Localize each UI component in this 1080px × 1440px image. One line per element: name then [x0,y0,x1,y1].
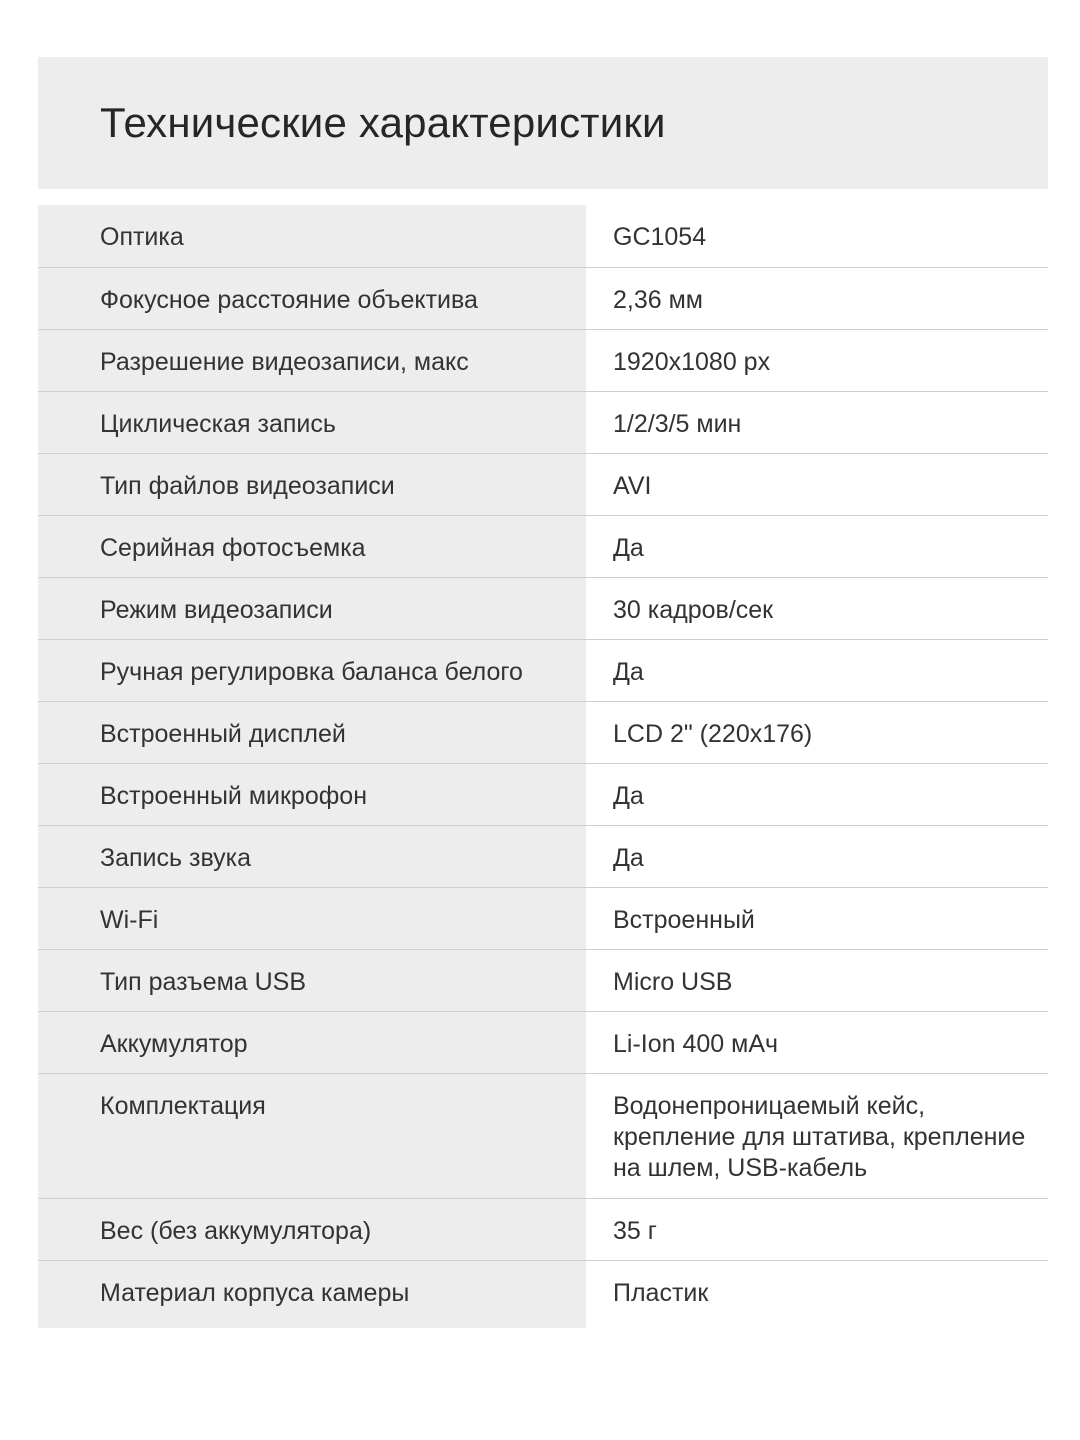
spec-row-usb-type [38,949,1048,1011]
spec-row-sound-recording [38,825,1048,887]
spec-value: Да [586,639,1048,701]
spec-label: Комплектация [38,1073,586,1198]
spec-label: Режим видеозаписи [38,577,586,639]
spec-value: LCD 2" (220x176) [586,701,1048,763]
spec-row-optics [38,205,1048,267]
spec-value: Micro USB [586,949,1048,1011]
spec-label: Разрешение видеозаписи, макс [38,329,586,391]
spec-row-package-contents [38,1073,1048,1198]
spec-value: Встроенный [586,887,1048,949]
spec-row-focal-length [38,267,1048,329]
spec-row-weight [38,1198,1048,1260]
spec-row-file-type [38,453,1048,515]
spec-row-video-mode [38,577,1048,639]
spec-value: 30 кадров/сек [586,577,1048,639]
spec-value: GC1054 [586,205,1048,267]
spec-label: Материал корпуса камеры [38,1260,586,1328]
spec-label: Встроенный дисплей [38,701,586,763]
spec-label: Ручная регулировка баланса белого [38,639,586,701]
spec-value: AVI [586,453,1048,515]
spec-row-loop-recording [38,391,1048,453]
spec-label: Оптика [38,205,586,267]
spec-row-microphone [38,763,1048,825]
spec-value: Li-Ion 400 мАч [586,1011,1048,1073]
spec-value: Водонепроницаемый кейс, крепление для штатива, крепление на шлем, USB-кабель [586,1073,1048,1198]
spec-label: Встроенный микрофон [38,763,586,825]
spec-row-burst-photo [38,515,1048,577]
spec-value: 1920x1080 px [586,329,1048,391]
spec-row-battery [38,1011,1048,1073]
spec-row-white-balance [38,639,1048,701]
spec-row-resolution [38,329,1048,391]
spec-value: Пластик [586,1260,1048,1328]
spec-row-body-material [38,1260,1048,1328]
spec-label: Серийная фотосъемка [38,515,586,577]
spec-label: Wi-Fi [38,887,586,949]
spec-row-display [38,701,1048,763]
spec-label: Вес (без аккумулятора) [38,1198,586,1260]
spec-label: Аккумулятор [38,1011,586,1073]
page-title: Технические характеристики [100,99,666,146]
spec-value: 2,36 мм [586,267,1048,329]
spec-value: 1/2/3/5 мин [586,391,1048,453]
spec-label: Фокусное расстояние объектива [38,267,586,329]
spec-value: 35 г [586,1198,1048,1260]
spec-header [38,57,1048,189]
spec-table [38,205,1048,1328]
spec-label: Тип разъема USB [38,949,586,1011]
spec-value: Да [586,825,1048,887]
spec-label: Тип файлов видеозаписи [38,453,586,515]
spec-label: Запись звука [38,825,586,887]
spec-value: Да [586,763,1048,825]
spec-row-wifi [38,887,1048,949]
spec-label: Циклическая запись [38,391,586,453]
spec-value: Да [586,515,1048,577]
